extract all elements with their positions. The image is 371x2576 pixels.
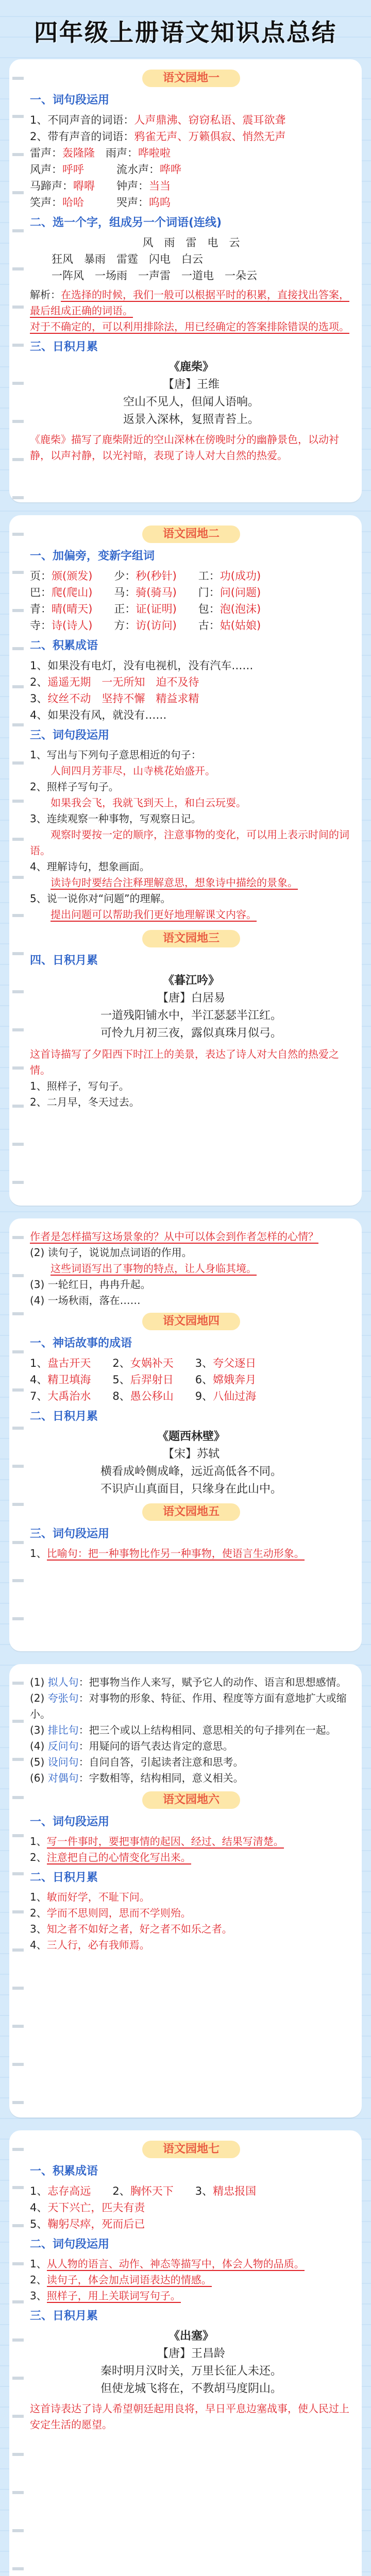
section-heading: 三、词句段运用 bbox=[30, 1528, 110, 1540]
paragraph: 2、照样子写句子。 bbox=[30, 781, 119, 793]
poem-line: 不识庐山真面目，只缘身在此山中。 bbox=[100, 1483, 282, 1496]
text-line: 巴：爬(爬山) 马：骑(骑马) 门：问(问题) bbox=[30, 586, 261, 599]
paragraph: (2) 读句子，说说加点词语的作用。 bbox=[30, 1246, 192, 1259]
text-line: 青：晴(晴天) 正：证(证明) 包：泡(泡沫) bbox=[30, 603, 261, 615]
text-line: 3、纹丝不动 坚持不懈 精益求精 bbox=[30, 692, 199, 705]
paragraph: (4) 反问句：用疑问的语气表达肯定的意思。 bbox=[30, 1740, 233, 1752]
paragraph: 这些词语写出了事物的特点，让人身临其境。 bbox=[50, 1262, 257, 1275]
text-line: 1、如果没有电灯，没有电视机，没有汽车…… bbox=[30, 659, 254, 672]
poem-line: 返景入深林，复照青苔上。 bbox=[123, 413, 259, 426]
section-heading: 一、神话故事的成语 bbox=[30, 1337, 132, 1350]
text-line: 7、大禹治水 8、愚公移山 9、八仙过海 bbox=[30, 1390, 257, 1402]
paragraph: 3、知之者不如好之者，好之者不如乐之者。 bbox=[30, 1923, 232, 1935]
text-line: 风 雨 雷 电 云 bbox=[142, 236, 240, 249]
section-heading: 二、词句段运用 bbox=[30, 2238, 110, 2251]
section-heading: 二、日积月累 bbox=[30, 1871, 98, 1884]
poem bbox=[30, 1428, 352, 1498]
unit-heading: 语文园地六 bbox=[142, 1791, 240, 1809]
paragraph: 读诗句时要结合注释理解意思，想象诗中描绘的景象。 bbox=[50, 876, 298, 889]
section-heading: 一、词句段运用 bbox=[30, 1816, 110, 1828]
poem-title: 《鹿柴》 bbox=[168, 361, 214, 374]
paragraph: 2、读句子，体会加点词语表达的情感。 bbox=[30, 2274, 212, 2286]
binding-rings bbox=[12, 1664, 24, 2117]
section-heading: 一、积累成语 bbox=[30, 2165, 98, 2178]
paragraph: (2) 夸张句：对事物的形象、特征、作用、程度等方面有意地扩大或缩小。 bbox=[30, 1692, 347, 1720]
binding-rings bbox=[12, 2130, 24, 2576]
paragraph: 1、照样子，写句子。 bbox=[30, 1080, 129, 1092]
text-line: 1、志存高远 2、胸怀天下 3、精忠报国 bbox=[30, 2185, 257, 2197]
poem-line: 可怜九月初三夜，露似真珠月似弓。 bbox=[100, 1027, 282, 1040]
paragraph: (4) 一场秋雨，落在…… bbox=[30, 1294, 141, 1307]
poem bbox=[30, 2328, 352, 2398]
paragraph: (3) 排比句：把三个或以上结构相同、意思相关的句子排列在一起。 bbox=[30, 1724, 336, 1736]
section-heading: 四、日积月累 bbox=[30, 954, 98, 967]
text-line: 1、不同声音的词语：人声鼎沸、窃窃私语、震耳欲聋 bbox=[30, 114, 286, 126]
paragraph: 1、敏而好学，不耻下问。 bbox=[30, 1891, 150, 1903]
text-line: 页：颁(颁发) 少：秒(秒针) 工：功(成功) bbox=[30, 570, 261, 582]
text-line: 4、天下兴亡，匹夫有责 bbox=[30, 2201, 145, 2214]
paragraph: (1) 拟人句：把事物当作人来写，赋予它人的动作、语言和思想感情。 bbox=[30, 1676, 347, 1688]
card-unit-6 bbox=[9, 1664, 362, 2117]
poem-line: 但使龙城飞将在，不教胡马度阴山。 bbox=[100, 2382, 282, 2395]
poem-line: 一道残阳铺水中，半江瑟瑟半江红。 bbox=[100, 1009, 282, 1022]
paragraph: 《鹿柴》描写了鹿柴附近的空山深林在傍晚时分的幽静景色，以动衬静，以声衬静，以光衬暗，表现了诗人对大自然的热爱。 bbox=[30, 433, 339, 462]
unit-heading: 语文园地四 bbox=[142, 1313, 240, 1330]
paragraph: 1、写一件事时，要把事情的起因、经过、结果写清楚。 bbox=[30, 1835, 284, 1848]
paragraph: 作者是怎样描写这场景象的？从中可以体会到作者怎样的心情？ bbox=[30, 1230, 318, 1243]
section-heading: 三、词句段运用 bbox=[30, 729, 110, 742]
card-unit-1 bbox=[9, 59, 362, 502]
paragraph: 提出问题可以帮助我们更好地理解课文内容。 bbox=[50, 908, 257, 921]
text-line: 4、精卫填海 5、后羿射日 6、嫦娥奔月 bbox=[30, 1374, 257, 1386]
paragraph: 1、从人物的语言、动作、神态等描写中，体会人物的品质。 bbox=[30, 2258, 305, 2270]
card-unit-7 bbox=[9, 2130, 362, 2576]
paragraph: 观察时要按一定的顺序，注意事物的变化，可以用上表示时间的词语。 bbox=[30, 828, 349, 857]
section-heading: 一、加偏旁，变新字组词 bbox=[30, 550, 155, 563]
paragraph: (3) 一轮红日，冉冉升起。 bbox=[30, 1278, 151, 1291]
poem-line: 空山不见人，但闻人语响。 bbox=[123, 396, 259, 409]
paragraph: 1、比喻句：把一种事物比作另一种事物，使语言生动形象。 bbox=[30, 1547, 305, 1560]
unit-heading: 语文园地五 bbox=[142, 1503, 240, 1521]
poem bbox=[30, 359, 352, 429]
text-line: 2、遥遥无期 一无所知 迫不及待 bbox=[30, 676, 199, 688]
poem-author: 【宋】苏轼 bbox=[162, 1448, 220, 1461]
poem-line: 横看成岭侧成峰，远近高低各不同。 bbox=[100, 1465, 282, 1478]
paragraph: 人间四月芳菲尽，山寺桃花始盛开。 bbox=[50, 765, 215, 777]
paragraph: 2、学而不思则罔，思而不学则殆。 bbox=[30, 1907, 191, 1919]
poem-title: 《题西林壁》 bbox=[157, 1430, 225, 1443]
paragraph: 这首诗表达了诗人希望朝廷起用良将，早日平息边塞战事，使人民过上安定生活的愿望。 bbox=[30, 2402, 349, 2431]
poem-author: 【唐】王昌龄 bbox=[157, 2347, 225, 2360]
text-line: 风声：呼呼 流水声：哗哗 bbox=[30, 163, 181, 176]
paragraph: 2、注意把自己的心情变化写出来。 bbox=[30, 1851, 191, 1863]
text-line: 2、带有声音的词语：鸦雀无声、万籁俱寂、悄然无声 bbox=[30, 130, 286, 143]
binding-rings bbox=[12, 59, 24, 502]
poem-title: 《出塞》 bbox=[168, 2330, 214, 2343]
paragraph: 解析：在选择的时候，我们一般可以根据平时的积累，直接找出答案，最后组成正确的词语。 bbox=[30, 289, 349, 317]
text-line: 狂风 暴雨 雷霆 闪电 白云 bbox=[30, 253, 203, 265]
paragraph: 如果我会飞，我就飞到天上，和白云玩耍。 bbox=[50, 796, 246, 809]
poem bbox=[30, 972, 352, 1042]
paragraph: 3、照样子，用上关联词写句子。 bbox=[30, 2290, 181, 2302]
paragraph: 3、连续观察一种事物，写观察日记。 bbox=[30, 812, 201, 825]
text-line: 4、如果没有风，就没有…… bbox=[30, 709, 167, 721]
section-heading: 二、积累成语 bbox=[30, 639, 98, 652]
paragraph: 4、三人行，必有我师焉。 bbox=[30, 1939, 150, 1951]
page-title: 四年级上册语文知识点总结 bbox=[34, 19, 337, 46]
text-line: 寺：诗(诗人) 方：访(访问) 古：姑(姑娘) bbox=[30, 619, 261, 632]
paragraph: 对于不确定的，可以利用排除法，用已经确定的答案排除错误的选项。 bbox=[30, 320, 349, 333]
poem-line: 秦时明月汉时关，万里长征人未还。 bbox=[100, 2365, 282, 2378]
paragraph: (6) 对偶句：字数相等，结构相同，意义相关。 bbox=[30, 1772, 244, 1784]
text-line: 笑声：哈哈 哭声：呜呜 bbox=[30, 196, 171, 209]
text-line: 5、鞠躬尽瘁，死而后已 bbox=[30, 2218, 145, 2230]
text-line: 1、盘古开天 2、女娲补天 3、夸父逐日 bbox=[30, 1357, 257, 1369]
unit-heading: 语文园地二 bbox=[142, 526, 240, 543]
unit-heading: 语文园地三 bbox=[142, 930, 240, 947]
unit-heading: 语文园地七 bbox=[142, 2141, 240, 2158]
page-title-bar bbox=[0, 0, 371, 62]
poem-author: 【唐】白居易 bbox=[157, 992, 225, 1005]
paragraph: 4、理解诗句，想象画面。 bbox=[30, 860, 150, 873]
paragraph: 5、说一说你对“问题”的理解。 bbox=[30, 892, 171, 905]
text-line: 雷声：轰隆隆 雨声：哗啦啦 bbox=[30, 147, 171, 159]
paragraph: (5) 设问句：自问自答，引起读者注意和思考。 bbox=[30, 1756, 244, 1768]
paragraph: 这首诗描写了夕阳西下时江上的美景，表达了诗人对大自然的热爱之情。 bbox=[30, 1048, 339, 1076]
section-heading: 一、词句段运用 bbox=[30, 94, 110, 107]
binding-rings bbox=[12, 515, 24, 1206]
card-unit-2-3 bbox=[9, 515, 362, 1206]
section-heading: 三、日积月累 bbox=[30, 341, 98, 353]
binding-rings bbox=[12, 1218, 24, 1651]
paragraph: 1、写出与下列句子意思相近的句子： bbox=[30, 749, 201, 761]
section-heading: 二、日积月累 bbox=[30, 1410, 98, 1423]
card-unit-4-5 bbox=[9, 1218, 362, 1651]
text-line: 一阵风 一场雨 一声雷 一道电 一朵云 bbox=[30, 269, 257, 282]
poem-author: 【唐】王维 bbox=[162, 378, 220, 391]
poem-title: 《暮江吟》 bbox=[162, 974, 220, 987]
paragraph: 2、二月早，冬天过去。 bbox=[30, 1096, 140, 1108]
unit-heading: 语文园地一 bbox=[142, 70, 240, 87]
section-heading: 三、日积月累 bbox=[30, 2310, 98, 2323]
text-line: 马蹄声：嘚嘚 钟声：当当 bbox=[30, 180, 171, 192]
section-heading: 二、选一个字，组成另一个词语(连线) bbox=[30, 216, 222, 229]
